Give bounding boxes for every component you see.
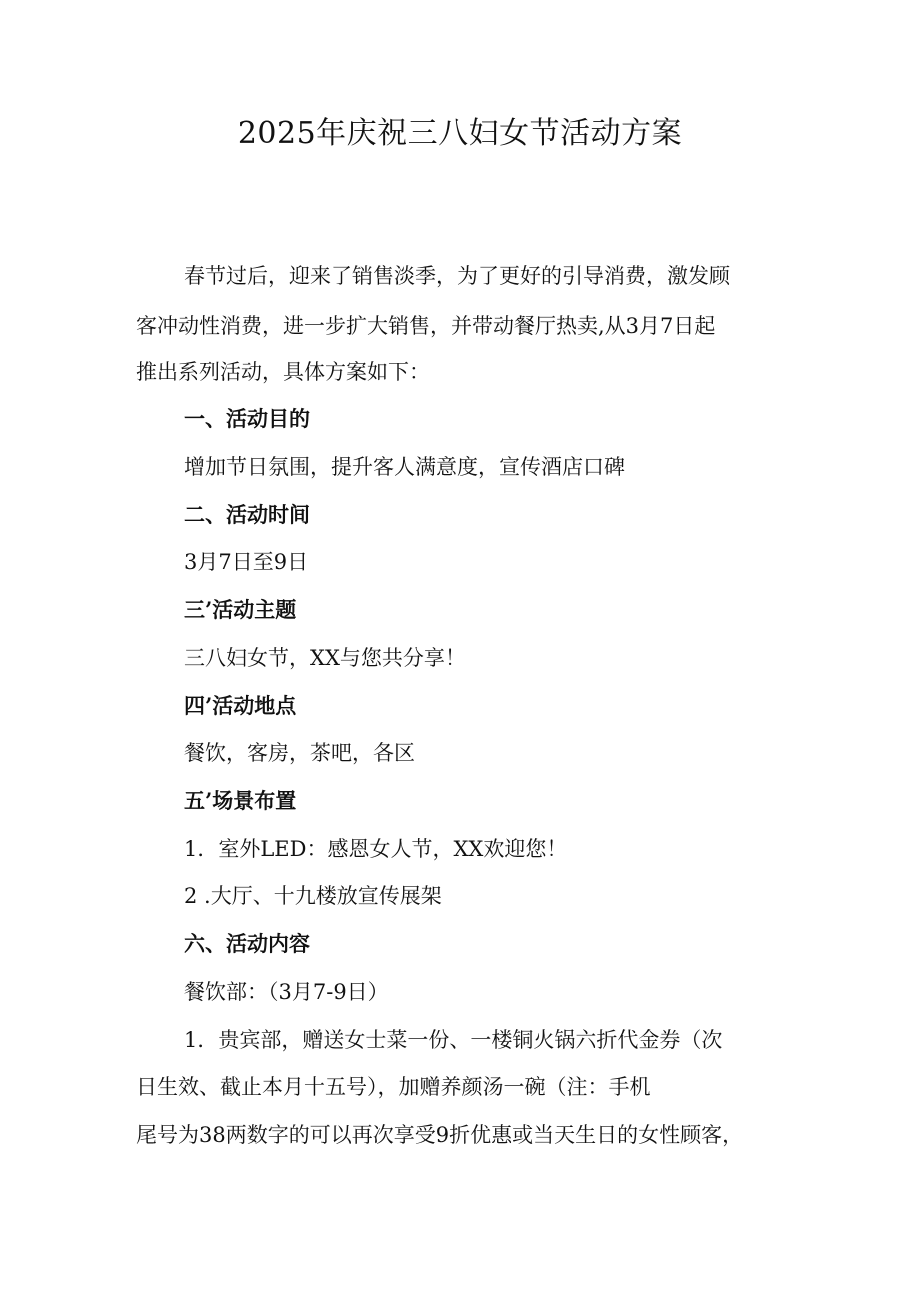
list-item: 1．贵宾部，赠送女士菜一份、一楼铜火锅六折代金券（次 [184, 1028, 723, 1052]
list-item: 2 .大厅、十九楼放宣传展架 [184, 884, 442, 908]
section-heading-content: 六、活动内容 [184, 931, 310, 956]
paragraph-line: 推出系列活动，具体方案如下： [136, 360, 430, 384]
section-heading-time: 二、活动时间 [184, 502, 310, 527]
paragraph-line: 客冲动性消费，进一步扩大销售，并带动餐厅热卖,从3月7日起 [136, 314, 716, 338]
list-item: 1．室外LED：感恩女人节，XX欢迎您！ [184, 837, 568, 861]
paragraph-line: 餐饮，客房，茶吧，各区 [184, 741, 415, 765]
document-title: 2025年庆祝三八妇女节活动方案 [237, 116, 683, 151]
paragraph-line: 尾号为38两数字的可以再次享受9折优惠或当天生日的女性顾客， [136, 1123, 744, 1147]
paragraph-line: 3月7日至9日 [184, 550, 309, 574]
paragraph-line: 日生效、截止本月十五号），加赠养颜汤一碗（注：手机 [136, 1075, 651, 1099]
section-heading-theme: 三’活动主题 [184, 597, 297, 622]
paragraph-line: 餐饮部：（3月7-9日） [184, 980, 389, 1004]
paragraph-line: 春节过后，迎来了销售淡季，为了更好的引导消费，激发顾 [184, 264, 730, 288]
section-heading-location: 四’活动地点 [184, 693, 297, 718]
paragraph-line: 增加节日氛围，提升客人满意度，宣传酒店口碑 [184, 455, 625, 479]
paragraph-line: 三八妇女节，XX与您共分享！ [184, 646, 466, 670]
section-heading-decoration: 五’场景布置 [184, 788, 297, 813]
section-heading-purpose: 一、活动目的 [184, 406, 310, 431]
